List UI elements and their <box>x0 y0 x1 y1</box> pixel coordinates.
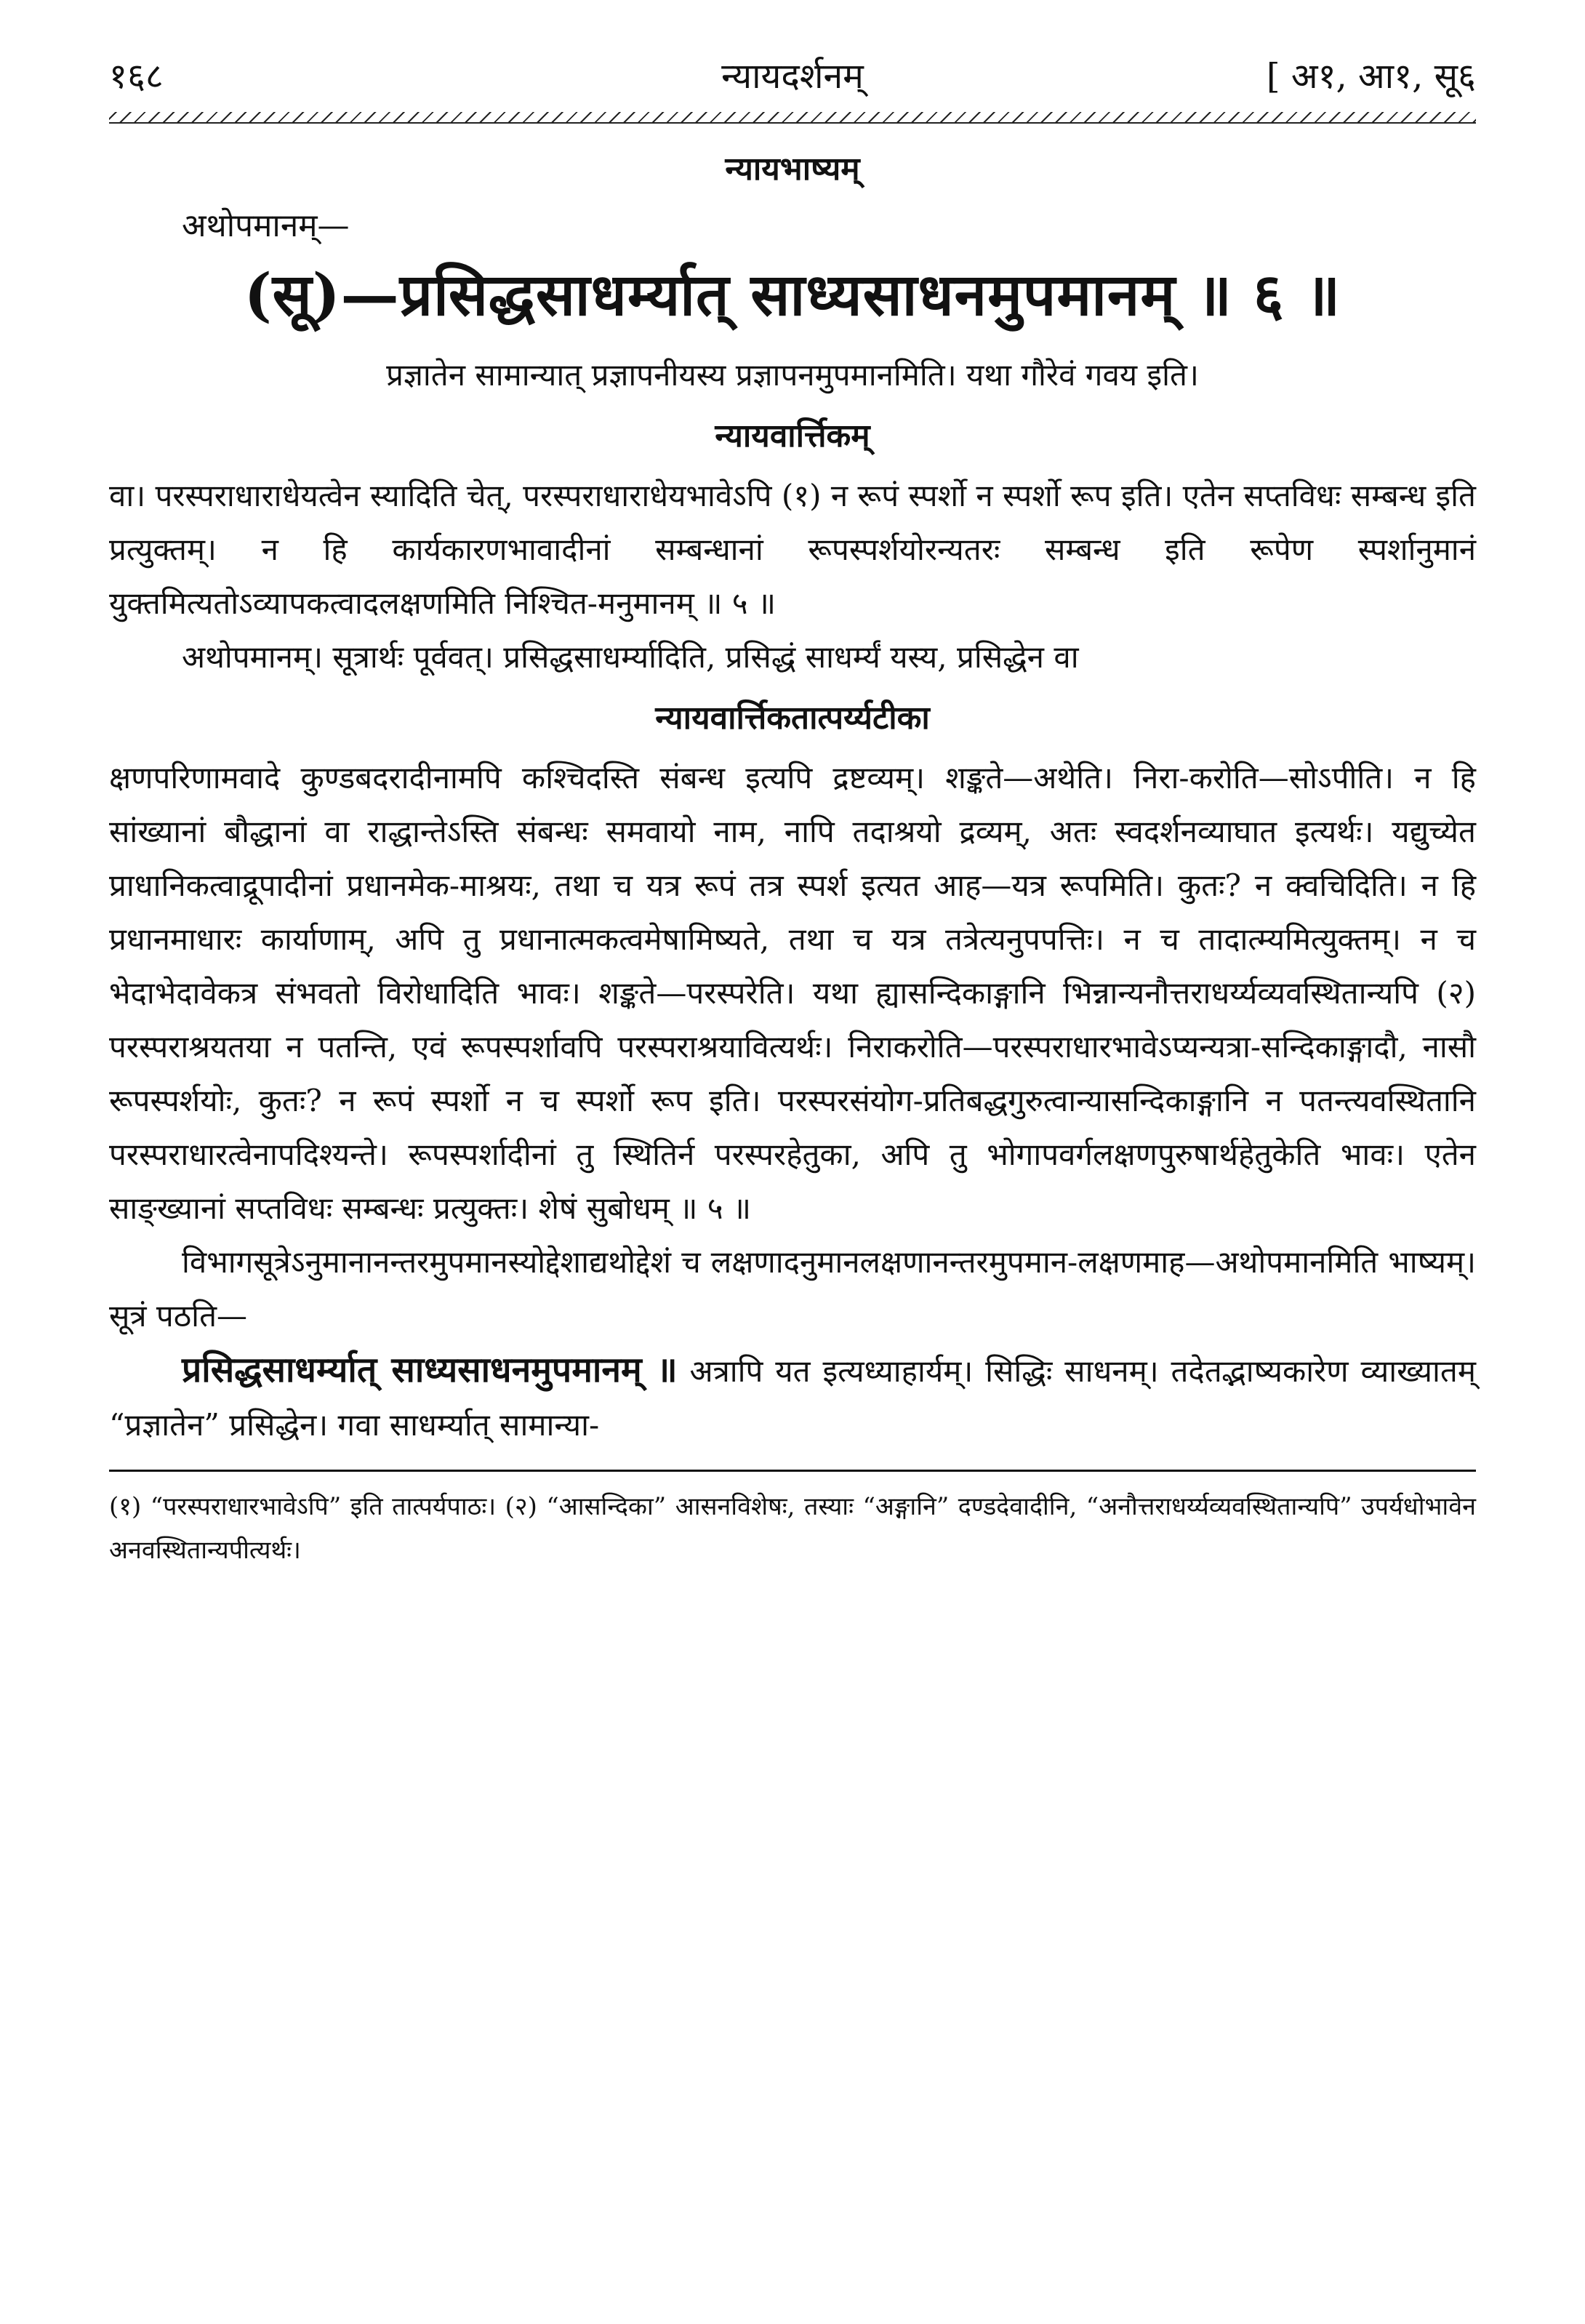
tika-sutra-lead: प्रसिद्धसाधर्म्यात् साध्यसाधनमुपमानम् ॥ <box>182 1350 678 1390</box>
document-page <box>109 44 1476 1572</box>
tika-paragraph-2: विभागसूत्रेऽनुमानानन्तरमुपमानस्योद्देशाद्यथोद्देशं च लक्षणादनुमानलक्षणानन्तरमुपमान-लक्षणमाह—अथोपमानमिति भाष्यम्। सूत्रं पठति— <box>109 1244 1476 1334</box>
vartika-heading: न्यायवार्त्तिकम् <box>715 417 870 454</box>
bhashya-heading: न्यायभाष्यम् <box>725 151 860 188</box>
bhashya-text: प्रज्ञातेन सामान्यात् प्रज्ञापनीयस्य प्रज्ञापनमुपमानमिति। यथा गौरेवं गवय इति। <box>386 357 1199 393</box>
vartika-text-2: अथोपमानम्। सूत्रार्थः पूर्ववत्। प्रसिद्धसाधर्म्यादिति, प्रसिद्धं साधर्म्यं यस्य, प्रसिद्धेन वा <box>182 639 1079 675</box>
tika-heading: न्यायवार्त्तिकतात्पर्य्यटीका <box>655 700 930 737</box>
tika-paragraph-3 <box>109 1343 1476 1452</box>
vartika-text: वा। परस्पराधाराधेयत्वेन स्यादिति चेत्, परस्पराधाराधेयभावेऽपि (१) न रूपं स्पर्शो न स्पर्शो रूप इति। एतेन सप्तविधः सम्बन्ध इति प्रत्युक्तम्। न हि कार्यकारणभावादीनां सम्बन्धानां रूपस्पर्शयोरन्यतरः सम्बन्ध इति रूपेण स्पर्शानुमानं युक्तमित्यतोऽव्यापकत्वादलक्षणमिति निश्चित-मनुमानम् ॥ ५ ॥ <box>109 478 1476 621</box>
page-header <box>109 44 1476 109</box>
bhashya-intro: अथोपमानम्— <box>182 207 350 244</box>
running-title: न्यायदर्शनम् <box>721 56 864 97</box>
section-reference: [ अ१, आ१, सू६ <box>1266 56 1476 97</box>
page-number: १६८ <box>109 56 164 97</box>
footnote: (१) “परस्पराधारभावेऽपि” इति तात्पर्यपाठः। (२) “आसन्दिका” आसनविशेषः, तस्याः “अङ्गानि” दण्डदेवादीनि, “अनौत्तराधर्य्यव्यवस्थितान्यपि” उपर्यधोभावेन अनवस्थितान्यपीत्यर्थः। <box>109 1492 1476 1565</box>
sutra-text: (सू)—प्रसिद्धसाधर्म्यात् साध्यसाधनमुपमानम् ॥ ६ ॥ <box>244 260 1341 329</box>
tika-paragraph-3-text: अत्रापि यत इत्यध्याहार्यम्। सिद्धिः साधनम्। तदेतद्भाष्यकारेण व्याख्यातम् “प्रज्ञातेन” प्रसिद्धेन। गवा साधर्म्यात् सामान्या- <box>109 1353 1476 1443</box>
header-wavy-rule <box>109 112 1476 124</box>
tika-paragraph-1: क्षणपरिणामवादे कुण्डबदरादीनामपि कश्चिदस्ति संबन्ध इत्यपि द्रष्टव्यम्। शङ्कते—अथेति। निरा-करोति—सोऽपीति। न हि सांख्यानां बौद्धानां वा राद्धान्तेऽस्ति संबन्धः समवायो नाम, नापि तदाश्रयो द्रव्यम्, अतः स्वदर्शनव्याघात इत्यर्थः। यद्युच्येत प्राधानिकत्वाद्रूपादीनां प्रधानमेक-माश्रयः, तथा च यत्र रूपं तत्र स्पर्श इत्यत आह—यत्र रूपमिति। कुतः? न क्वचिदिति। न हि प्रधानमाधारः कार्याणाम्, अपि तु प्रधानात्मकत्वमेषामिष्यते, तथा च यत्र तत्रेत्यनुपपत्तिः। न च तादात्म्यमित्युक्तम्। न च भेदाभेदावेकत्र संभवतो विरोधादिति भावः। शङ्कते—परस्परेति। यथा ह्यासन्दिकाङ्गानि भिन्नान्यनौत्तराधर्य्यव्यवस्थितान्यपि (२) परस्पराश्रयतया न पतन्ति, एवं रूपस्पर्शावपि परस्पराश्रयावित्यर्थः। निराकरोति—परस्पराधारभावेऽप्यन्यत्रा-सन्दिकाङ्गादौ, नासौ रूपस्पर्शयोः, कुतः? न रूपं स्पर्शो न च स्पर्शो रूप इति। परस्परसंयोग-प्रतिबद्धगुरुत्वान्यासन्दिकाङ्गानि न पतन्त्यवस्थितानि परस्पराधारत्वेनापदिश्यन्ते। रूपस्पर्शादीनां तु स्थितिर्न परस्परहेतुका, अपि तु भोगापवर्गलक्षणपुरुषार्थहेतुकेति भावः। एतेन साङ्ख्यानां सप्तविधः सम्बन्धः प्रत्युक्तः। शेषं सुबोधम् ॥ ५ ॥ <box>109 760 1476 1226</box>
footnote-rule <box>109 1470 1476 1472</box>
